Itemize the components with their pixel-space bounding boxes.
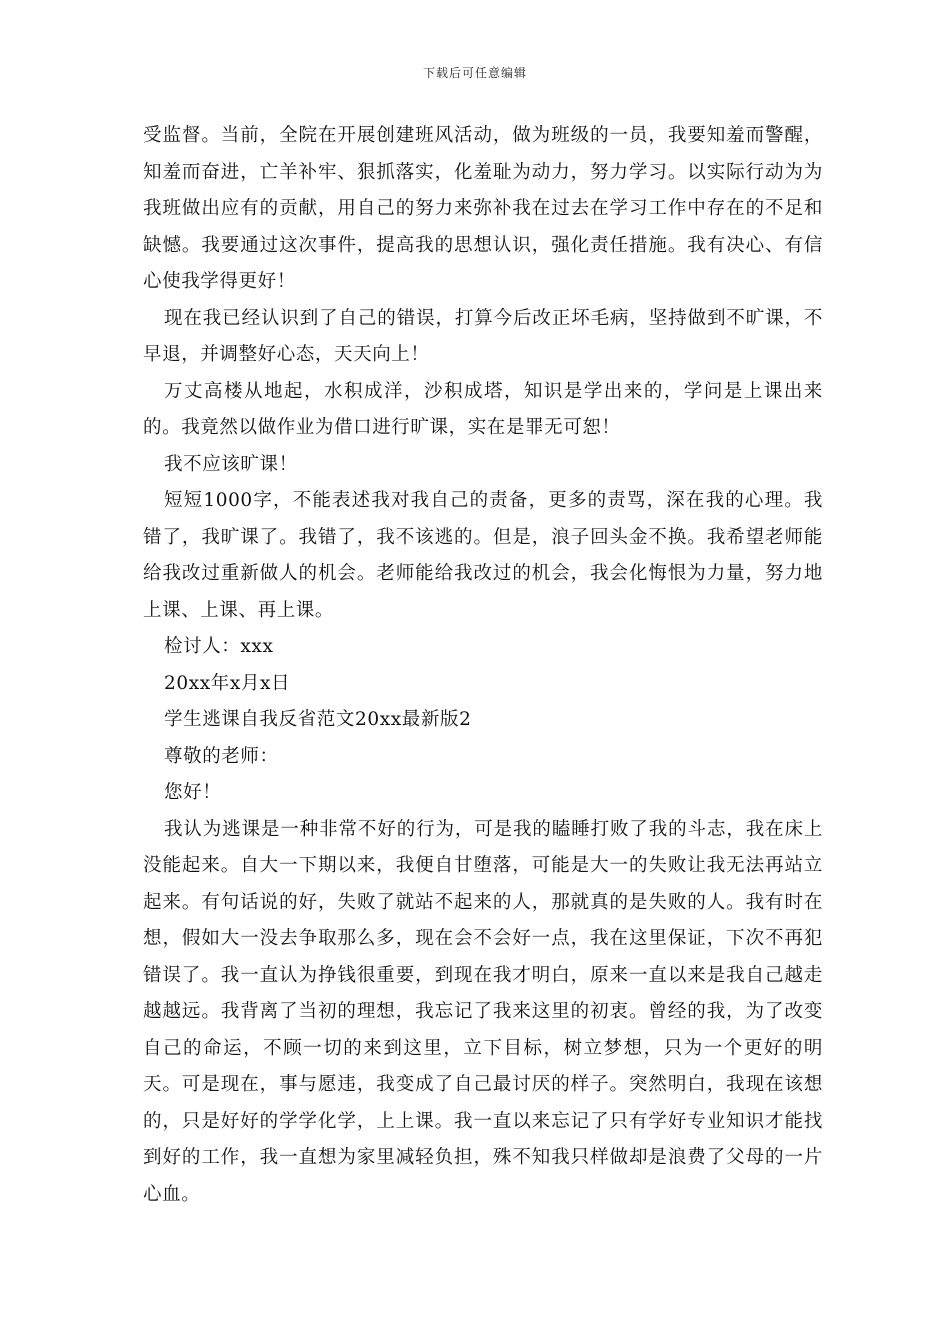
date-line: 20xx年x月x日 (164, 672, 291, 694)
signature-line: 检讨人：xxx (164, 636, 274, 657)
salutation: 尊敬的老师： (164, 745, 279, 767)
paragraph: 短短1000字，不能表述我对我自己的责备，更多的责骂，深在我的心理。我错了，我旷课了。我错了，我不该逃的。但是，浪子回头金不换。我希望老师能给我改过重新做人的机会。老师能给我改过的机会，我会化悔恨为力量，努力地上课、上课、再上课。 (143, 490, 823, 621)
paragraph: 受监督。当前，全院在开展创建班风活动，做为班级的一员，我要知羞而警醒，知羞而奋进，亡羊补牢、狠抓落实，化羞耻为动力，努力学习。以实际行动为为我班做出应有的贡献，用自己的努力来弥补我在过去在学习工作中存在的不足和缺憾。我要通过这次事件，提高我的思想认识，强化责任措施。我有决心、有信心使我学得更好！ (143, 125, 823, 292)
document-body (143, 118, 823, 1213)
paragraph: 我不应该旷课！ (164, 453, 298, 475)
page-header: 下载后可任意编辑 (422, 66, 527, 80)
paragraph: 万丈高楼从地起，水积成洋，沙积成塔，知识是学出来的，学问是上课出来的。我竟然以做作业为借口进行旷课，实在是罪无可恕！ (143, 380, 823, 438)
paragraph: 现在我已经认识到了自己的错误，打算今后改正坏毛病，坚持做到不旷课，不早退，并调整好心态，天天向上！ (143, 307, 823, 365)
paragraph: 我认为逃课是一种非常不好的行为，可是我的瞌睡打败了我的斗志，我在床上没能起来。自大一下期以来，我便自甘堕落，可能是大一的失败让我无法再站立起来。有句话说的好，失败了就站不起来的人，那就真的是失败的人。我有时在想，假如大一没去争取那么多，现在会不会好一点，我在这里保证，下次不再犯错误了。我一直认为挣钱很重要，到现在我才明白，原来一直以来是我自己越走越越远。我背离了当初的理想，我忘记了我来这里的初衷。曾经的我，为了改变自己的命运，不顾一切的来到这里，立下目标，树立梦想，只为一个更好的明天。可是现在，事与愿违，我变成了自己最讨厌的样子。突然明白，我现在该想的，只是好好的学学化学，上上课。我一直以来忘记了只有学好专业知识才能找到好的工作，我一直想为家里减轻负担，殊不知我只样做却是浪费了父母的一片心血。 (143, 818, 823, 1205)
section-title: 学生逃课自我反省范文20xx最新版2 (164, 709, 472, 730)
greeting: 您好！ (164, 782, 222, 803)
